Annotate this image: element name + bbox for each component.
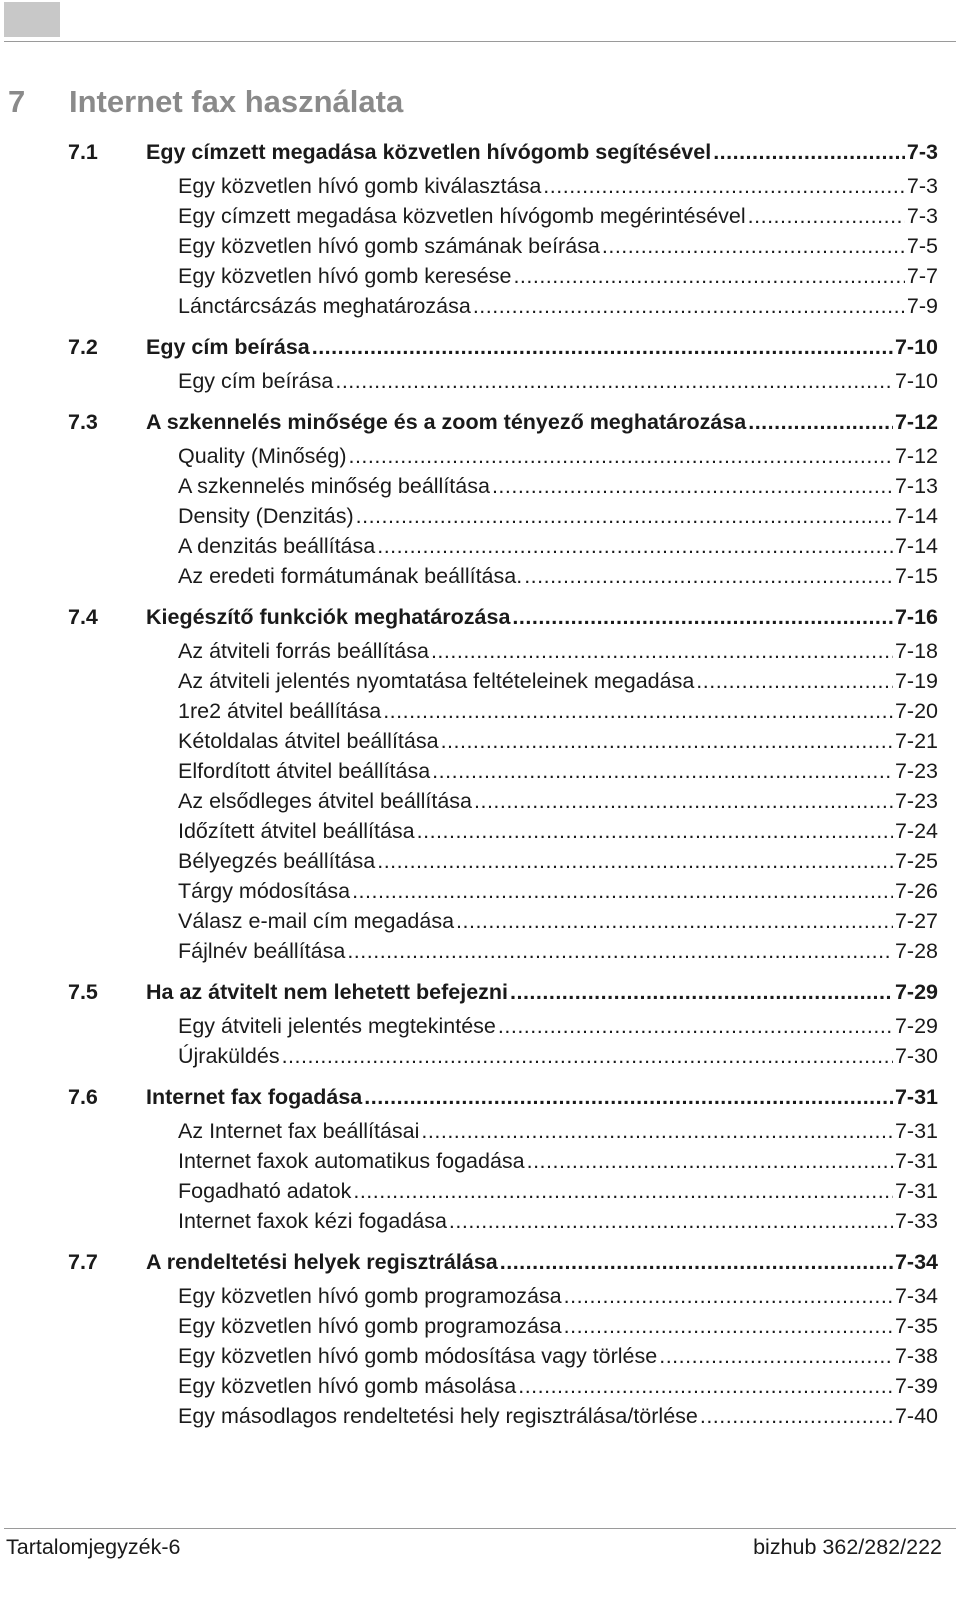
- section-page-number: 7-29: [894, 980, 938, 1004]
- toc-entry[interactable]: [68, 231, 938, 261]
- toc-section: [68, 329, 938, 396]
- dot-leader: [449, 1206, 893, 1236]
- toc-section: [68, 134, 938, 321]
- entry-page-number: 7-14: [894, 504, 938, 528]
- toc-entry[interactable]: [68, 756, 938, 786]
- dot-leader: [659, 1341, 893, 1371]
- entry-page-number: 7-7: [906, 264, 938, 288]
- chapter-heading: [8, 84, 403, 120]
- toc-section: [68, 1079, 938, 1236]
- toc-section-entry[interactable]: [68, 1244, 938, 1281]
- dot-leader: [456, 906, 893, 936]
- toc-entry[interactable]: [68, 1041, 938, 1071]
- toc-entry[interactable]: [68, 786, 938, 816]
- dot-leader: [564, 1311, 893, 1341]
- dot-leader: [498, 1011, 893, 1041]
- dot-leader: [527, 1146, 893, 1176]
- dot-leader: [352, 876, 893, 906]
- entry-page-number: 7-3: [906, 204, 938, 228]
- entry-page-number: 7-31: [894, 1179, 938, 1203]
- dot-leader: [748, 404, 893, 441]
- toc-entry[interactable]: [68, 726, 938, 756]
- dot-leader: [421, 1116, 893, 1146]
- toc-entry[interactable]: [68, 816, 938, 846]
- section-number: 7.2: [68, 335, 98, 359]
- toc-entry[interactable]: [68, 1311, 938, 1341]
- entry-page-number: 7-25: [894, 849, 938, 873]
- toc-section-entry[interactable]: [68, 599, 938, 636]
- entry-title: Quality (Minőség): [178, 444, 347, 468]
- entry-page-number: 7-5: [906, 234, 938, 258]
- dot-leader: [383, 696, 893, 726]
- entry-title: Internet faxok automatikus fogadása: [178, 1149, 525, 1173]
- dot-leader: [441, 726, 893, 756]
- toc-entry[interactable]: [68, 501, 938, 531]
- entry-title: Válasz e-mail cím megadása: [178, 909, 455, 933]
- dot-leader: [748, 201, 905, 231]
- toc-entry[interactable]: [68, 201, 938, 231]
- dot-leader: [713, 134, 905, 171]
- entry-title: A denzitás beállítása: [178, 534, 376, 558]
- dot-leader: [500, 1244, 893, 1281]
- entry-title: 1re2 átvitel beállítása: [178, 699, 382, 723]
- table-of-contents: [68, 134, 938, 1439]
- entry-page-number: 7-15: [894, 564, 938, 588]
- entry-title: Kétoldalas átvitel beállítása: [178, 729, 439, 753]
- toc-section: [68, 974, 938, 1071]
- entry-page-number: 7-18: [894, 639, 938, 663]
- toc-entry[interactable]: [68, 561, 938, 591]
- entry-page-number: 7-38: [894, 1344, 938, 1368]
- entry-page-number: 7-29: [894, 1014, 938, 1038]
- toc-entry[interactable]: [68, 441, 938, 471]
- entry-page-number: 7-3: [906, 174, 938, 198]
- section-number: 7.6: [68, 1085, 98, 1109]
- dot-leader: [377, 846, 893, 876]
- entry-title: Egy közvetlen hívó gomb módosítása vagy törlése: [178, 1344, 658, 1368]
- toc-entry[interactable]: [68, 366, 938, 396]
- entry-title: Az átviteli forrás beállítása: [178, 639, 429, 663]
- section-title: Kiegészítő funkciók meghatározása: [146, 605, 511, 629]
- dot-leader: [335, 366, 893, 396]
- dot-leader: [518, 1371, 893, 1401]
- entry-page-number: 7-26: [894, 879, 938, 903]
- toc-entry[interactable]: [68, 1206, 938, 1236]
- toc-entry[interactable]: [68, 471, 938, 501]
- entry-page-number: 7-31: [894, 1119, 938, 1143]
- entry-title: Egy közvetlen hívó gomb másolása: [178, 1374, 517, 1398]
- header-divider: [4, 41, 956, 42]
- section-page-number: 7-10: [894, 335, 938, 359]
- toc-entry[interactable]: [68, 636, 938, 666]
- entry-title: Elfordított átvitel beállítása: [178, 759, 431, 783]
- toc-entry[interactable]: [68, 171, 938, 201]
- section-page-number: 7-31: [894, 1085, 938, 1109]
- dot-leader: [543, 171, 905, 201]
- entry-title: Az elsődleges átvitel beállítása: [178, 789, 473, 813]
- dot-leader: [377, 531, 893, 561]
- toc-entry[interactable]: [68, 1116, 938, 1146]
- toc-section-entry[interactable]: [68, 974, 938, 1011]
- entry-page-number: 7-20: [894, 699, 938, 723]
- section-title: Internet fax fogadása: [146, 1085, 363, 1109]
- entry-page-number: 7-31: [894, 1149, 938, 1173]
- toc-section-entry[interactable]: [68, 134, 938, 171]
- dot-leader: [432, 756, 893, 786]
- chapter-number: 7: [8, 84, 26, 119]
- chapter-title: Internet fax használata: [69, 84, 404, 119]
- entry-page-number: 7-28: [894, 939, 938, 963]
- toc-entry[interactable]: [68, 1371, 938, 1401]
- entry-page-number: 7-12: [894, 444, 938, 468]
- entry-title: Lánctárcsázás meghatározása: [178, 294, 471, 318]
- toc-entry[interactable]: [68, 261, 938, 291]
- section-title: Egy címzett megadása közvetlen hívógomb segítésével: [146, 140, 712, 164]
- entry-title: Egy közvetlen hívó gomb programozása: [178, 1284, 562, 1308]
- toc-entry[interactable]: [68, 876, 938, 906]
- toc-entry[interactable]: [68, 1176, 938, 1206]
- entry-page-number: 7-40: [894, 1404, 938, 1428]
- section-title: A szkennelés minősége és a zoom tényező meghatározása: [146, 410, 747, 434]
- dot-leader: [513, 261, 904, 291]
- dot-leader: [700, 1401, 893, 1431]
- toc-entry[interactable]: [68, 666, 938, 696]
- dot-leader: [524, 561, 893, 591]
- entry-page-number: 7-19: [894, 669, 938, 693]
- section-page-number: 7-12: [894, 410, 938, 434]
- entry-title: Az eredeti formátumának beállítása.: [178, 564, 523, 588]
- dot-leader: [564, 1281, 893, 1311]
- toc-entry[interactable]: [68, 936, 938, 966]
- header-corner-box: [4, 2, 60, 37]
- dot-leader: [353, 1176, 893, 1206]
- toc-entry[interactable]: [68, 846, 938, 876]
- toc-section-entry[interactable]: [68, 1079, 938, 1116]
- section-title: Egy cím beírása: [146, 335, 310, 359]
- toc-entry[interactable]: [68, 531, 938, 561]
- entry-page-number: 7-34: [894, 1284, 938, 1308]
- dot-leader: [492, 471, 893, 501]
- dot-leader: [474, 786, 893, 816]
- entry-page-number: 7-23: [894, 789, 938, 813]
- toc-entry[interactable]: [68, 1401, 938, 1431]
- entry-title: Egy átviteli jelentés megtekintése: [178, 1014, 496, 1038]
- entry-title: Bélyegzés beállítása: [178, 849, 376, 873]
- toc-entry[interactable]: [68, 1281, 938, 1311]
- entry-title: Tárgy módosítása: [178, 879, 351, 903]
- entry-title: Fogadható adatok: [178, 1179, 352, 1203]
- footer-divider: [4, 1528, 956, 1529]
- dot-leader: [512, 599, 893, 636]
- section-number: 7.1: [68, 140, 98, 164]
- section-number: 7.7: [68, 1250, 98, 1274]
- entry-title: Density (Denzitás): [178, 504, 354, 528]
- dot-leader: [364, 1079, 893, 1116]
- footer-page-label: Tartalomjegyzék-6: [6, 1535, 181, 1559]
- entry-title: Egy közvetlen hívó gomb kiválasztása: [178, 174, 542, 198]
- entry-page-number: 7-10: [894, 369, 938, 393]
- toc-section-entry[interactable]: [68, 404, 938, 441]
- entry-page-number: 7-30: [894, 1044, 938, 1068]
- entry-title: Internet faxok kézi fogadása: [178, 1209, 447, 1233]
- toc-entry[interactable]: [68, 1341, 938, 1371]
- entry-title: Egy közvetlen hívó gomb programozása: [178, 1314, 562, 1338]
- entry-page-number: 7-39: [894, 1374, 938, 1398]
- toc-section-entry[interactable]: [68, 329, 938, 366]
- entry-title: Fájlnév beállítása: [178, 939, 346, 963]
- entry-title: Egy másodlagos rendeltetési hely regisztrálása/törlése: [178, 1404, 698, 1428]
- entry-title: Egy cím beírása: [178, 369, 334, 393]
- section-page-number: 7-3: [906, 140, 938, 164]
- entry-page-number: 7-35: [894, 1314, 938, 1338]
- dot-leader: [347, 936, 893, 966]
- dot-leader: [417, 816, 893, 846]
- entry-page-number: 7-24: [894, 819, 938, 843]
- entry-title: Egy címzett megadása közvetlen hívógomb megérintésével: [178, 204, 746, 228]
- entry-title: A szkennelés minőség beállítása: [178, 474, 490, 498]
- entry-page-number: 7-13: [894, 474, 938, 498]
- entry-page-number: 7-9: [906, 294, 938, 318]
- toc-entry[interactable]: [68, 1146, 938, 1176]
- entry-title: Időzített átvitel beállítása: [178, 819, 415, 843]
- entry-title: Az Internet fax beállításai: [178, 1119, 420, 1143]
- toc-section: [68, 1244, 938, 1431]
- dot-leader: [431, 636, 893, 666]
- toc-entry[interactable]: [68, 291, 938, 321]
- toc-entry[interactable]: [68, 906, 938, 936]
- section-number: 7.4: [68, 605, 98, 629]
- toc-entry[interactable]: [68, 696, 938, 726]
- entry-title: Egy közvetlen hívó gomb keresése: [178, 264, 512, 288]
- section-number: 7.5: [68, 980, 98, 1004]
- section-title: Ha az átvitelt nem lehetett befejezni: [146, 980, 509, 1004]
- section-page-number: 7-16: [894, 605, 938, 629]
- section-number: 7.3: [68, 410, 98, 434]
- entry-page-number: 7-14: [894, 534, 938, 558]
- footer-product-name: bizhub 362/282/222: [753, 1535, 942, 1559]
- entry-title: Az átviteli jelentés nyomtatása feltételeinek megadása: [178, 669, 695, 693]
- section-page-number: 7-34: [894, 1250, 938, 1274]
- entry-title: Egy közvetlen hívó gomb számának beírása: [178, 234, 600, 258]
- entry-page-number: 7-23: [894, 759, 938, 783]
- dot-leader: [348, 441, 892, 471]
- toc-entry[interactable]: [68, 1011, 938, 1041]
- dot-leader: [312, 329, 893, 366]
- dot-leader: [356, 501, 893, 531]
- toc-section: [68, 404, 938, 591]
- dot-leader: [473, 291, 905, 321]
- dot-leader: [696, 666, 893, 696]
- entry-page-number: 7-21: [894, 729, 938, 753]
- section-title: A rendeltetési helyek regisztrálása: [146, 1250, 498, 1274]
- dot-leader: [510, 974, 893, 1011]
- entry-page-number: 7-33: [894, 1209, 938, 1233]
- entry-page-number: 7-27: [894, 909, 938, 933]
- dot-leader: [602, 231, 905, 261]
- toc-section: [68, 599, 938, 966]
- entry-title: Újraküldés: [178, 1044, 280, 1068]
- dot-leader: [282, 1041, 893, 1071]
